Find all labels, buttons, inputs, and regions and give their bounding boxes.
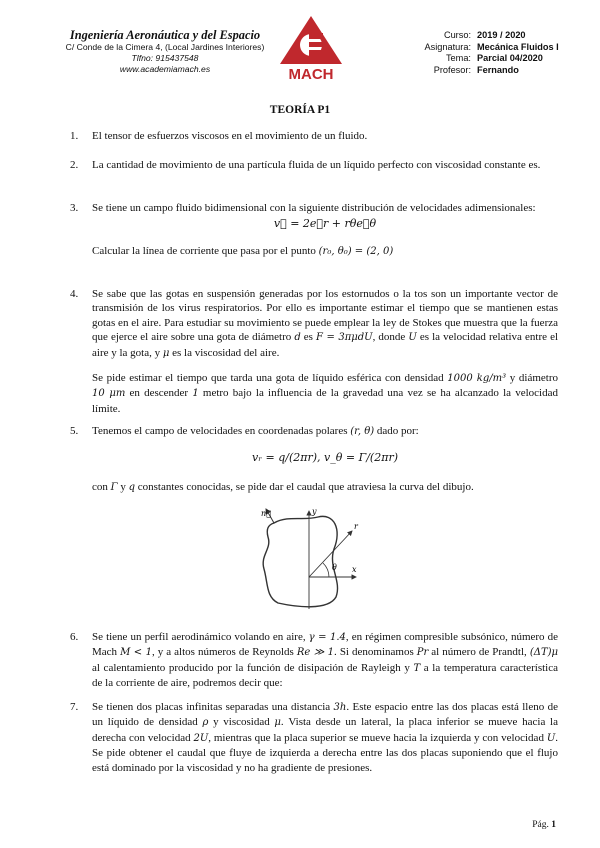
svg-text:MACH: MACH (288, 66, 334, 82)
polar-velocity-equation: vᵣ = q/(2πr), v_θ = Γ/(2πr) (251, 451, 398, 465)
phone: Tlfno: 915437548 (131, 53, 199, 63)
field-subject: Asignatura: Mecánica Fluidos I (424, 41, 559, 52)
header-course-block (382, 30, 559, 76)
address: C/ Conde de la Cimera 4, (Local Jardines Interiores) (65, 42, 265, 52)
y-label: y (312, 507, 317, 516)
website: www.academiamach.es (119, 64, 211, 74)
field-course: Curso: 2019 / 2020 (443, 30, 526, 40)
r-vector (309, 531, 352, 577)
question-7: 7. Se tienen dos placas infinitas separadas una distancia 3h. Este espacio entre las dos placas está lleno de un líquido de densidad ρ y viscosidad μ. Vista desde un lateral, la placa inferior se mueve hacia la derecha con velocidad 2U, mientras que la placa superior se mueve hacia la izquierda y con velocidad U. Se pide obtener el caudal que fluye de izquierda a derecha entre las dos placas suponiendo que el flujo está dominado por la viscosidad y no ha gradiente de presiones. (70, 701, 558, 774)
question-3: 3. Se tiene un campo fluido bidimensional con la siguiente distribución de velocidades adimensionales: v⃗ = 2e⃗r + rθe⃗θ Calcular la línea de corriente que pasa por el punto (r₀, θ₀) = (2, 0) (92, 201, 558, 259)
question-2: 2. La cantidad de movimiento de una partícula fluida de un líquido perfecto con viscosidad constante es. (70, 159, 541, 171)
institution-name: Ingeniería Aeronáutica y del Espacio (69, 28, 261, 42)
mach-logo (276, 14, 346, 82)
theta-label: θ (332, 563, 337, 572)
velocity-equation: v⃗ = 2e⃗r + rθe⃗θ (273, 217, 377, 231)
field-professor: Profesor: Fernando (433, 64, 519, 75)
question-6: 6. Se tiene un perfil aerodinámico volando en aire, γ = 1.4, en régimen compresible subsónico, número de Mach M < 1, y a altos números de Reynolds Re ≫ 1. Si denominamos Pr al número de Prandtl, (ΔT)μ al calentamiento producido por la función de disipación de Rayleigh y T a la temperatura característica de la corriente de aire, podremos decir que: (70, 631, 559, 690)
curve-figure (254, 505, 360, 617)
field-topic: Tema: Parcial 04/2020 (445, 53, 543, 64)
closed-curve (263, 516, 337, 606)
page-number: Pág. 1 (532, 820, 556, 830)
page-title: TEORÍA P1 (269, 104, 331, 116)
normal-label: n⃗ (261, 509, 271, 518)
header-institution-block (40, 28, 290, 75)
x-label: x (352, 565, 357, 574)
curve-diagram (254, 505, 360, 617)
theta-arc (323, 563, 329, 577)
question-4: 4. Se sabe que las gotas en suspensión generadas por los estornudos o la tos son un importante vector de transmisión de los virus respiratorios. Por ello es importante estimar el tiempo que se mantienen estas gotas en el aire. Para estudiar su movimiento se puede emplear la ley de Stokes que muestra que la fuerza que ejerce el aire sobre una gota de diámetro d es F = 3πμdU, donde U es la velocidad relativa entre el aire y la gota, y μ es la viscosidad del aire. Se pide estimar el tiempo que tarda una gota de líquido esférica con densidad 1000 kg/m³ y diámetro 10 μm en descender 1 metro bajo la influencia de la gravedad una vez se ha alcanzado la velocidad límite. (70, 288, 559, 415)
question-5: 5. Tenemos el campo de velocidades en coordenadas polares (r, θ) dado por: vᵣ = q/(2πr), v_θ = Γ/(2πr) con Γ y q constantes conocidas, se pide dar el caudal que atraviesa la curva del dibujo. (92, 424, 558, 495)
r-label: r (354, 522, 358, 531)
question-1: 1. El tensor de esfuerzos viscosos en el movimiento de un fluido. (70, 130, 368, 142)
mach-logo-icon (276, 14, 346, 82)
